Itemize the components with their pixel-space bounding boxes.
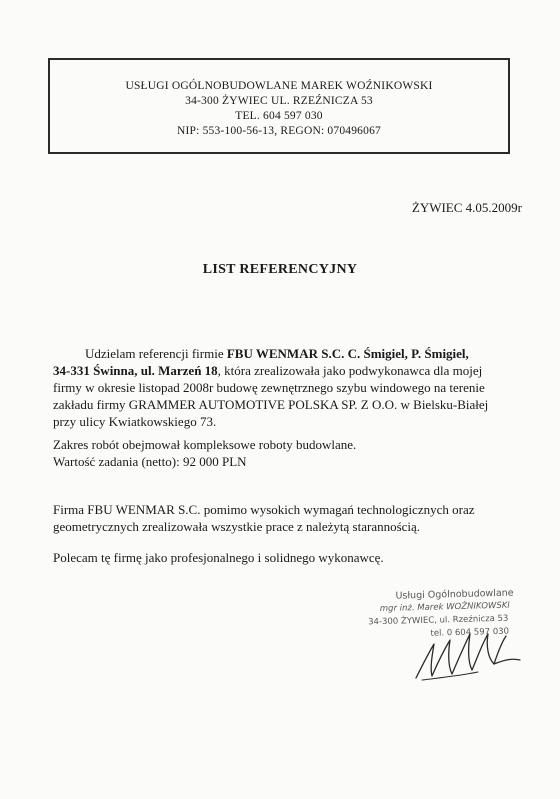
letter-title: LIST REFERENCYJNY (202, 262, 358, 277)
paragraph-scope (53, 436, 523, 470)
handwritten-signature (408, 616, 528, 686)
letterhead-box (48, 58, 510, 154)
para3-line2: geometrycznych zrealizowała wszystkie prace z należytą starannością. (53, 519, 421, 534)
para4-line1: Polecam tę firmę jako profesjonalnego i solidnego wykonawcę. (53, 550, 384, 565)
letter-date: ŻYWIEC 4.05.2009r (411, 200, 522, 215)
para1-line5: przy ulicy Kwiatkowskiego 73. (53, 414, 217, 429)
para1-line1: Udzielam referencji firmie FBU WENMAR S.C. C. Śmigiel, P. Śmigiel, (85, 346, 469, 361)
para2-line1: Zakres robót obejmował kompleksowe roboty budowlane. (53, 437, 357, 452)
paragraph-recommendation (53, 549, 523, 566)
paragraph-quality (53, 501, 523, 535)
stamp-line3: 34-300 ŻYWIEC, ul. Rzeźnicza 53 (368, 613, 509, 628)
company-address: 34-300 ŻYWIEC UL. RZEŹNICZA 53 (185, 95, 373, 107)
stamp-line4: tel. 0 604 597 030 (430, 626, 510, 639)
para1-line3: firmy w okresie listopad 2008r budowę zewnętrznego szybu windowego na terenie (53, 380, 485, 395)
stamp-line1: Usługi Ogólnobudowlane (395, 587, 514, 602)
paragraph-reference (53, 345, 523, 430)
para2-line2: Wartość zadania (netto): 92 000 PLN (53, 454, 247, 469)
company-name: USŁUGI OGÓLNOBUDOWLANE MAREK WOŹNIKOWSKI (125, 80, 433, 92)
para1-line4: zakładu firmy GRAMMER AUTOMOTIVE POLSKA SP. Z O.O. w Bielsku-Białej (53, 397, 489, 412)
para3-line1: Firma FBU WENMAR S.C. pomimo wysokich wymagań technologicznych oraz (53, 502, 475, 517)
company-phone: TEL. 604 597 030 (235, 110, 323, 122)
company-tax-ids: NIP: 553-100-56-13, REGON: 070496067 (177, 125, 381, 137)
stamp-line2: mgr inż. Marek WOŹNIKOWSKI (379, 600, 511, 615)
para1-line2: 34-331 Świnna, ul. Marzeń 18, która zrealizowała jako podwykonawca dla mojej (53, 363, 483, 378)
